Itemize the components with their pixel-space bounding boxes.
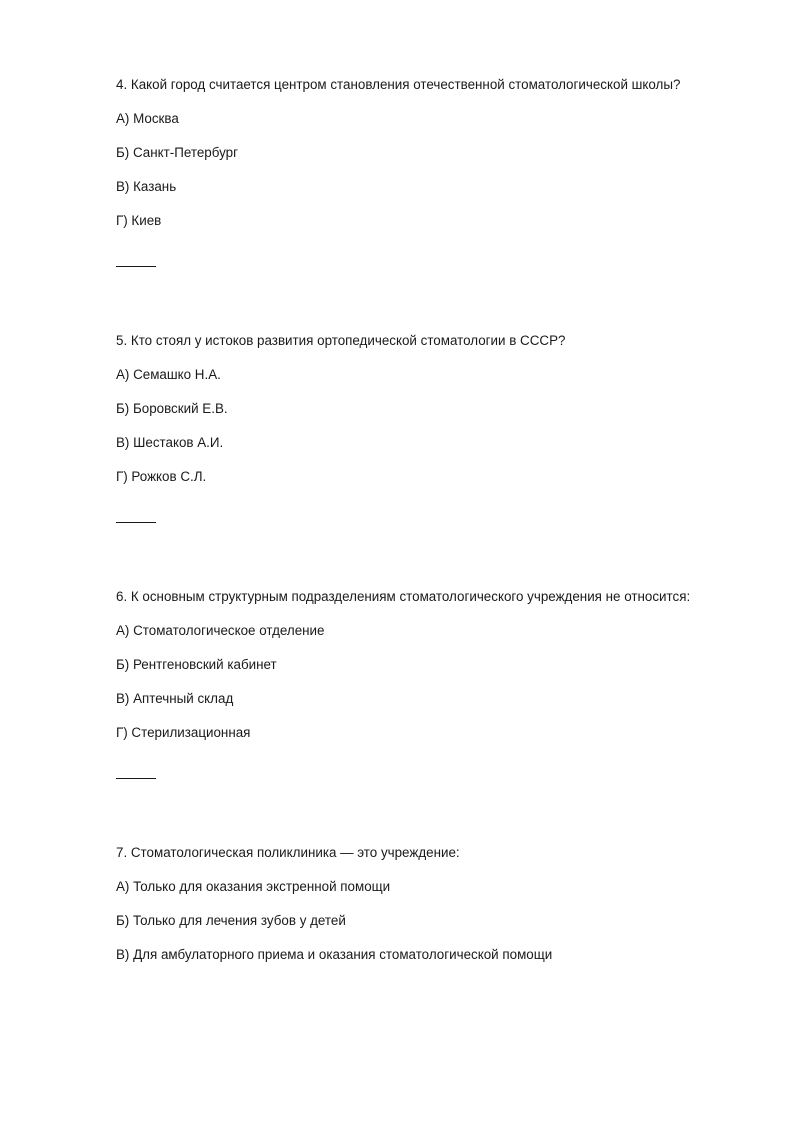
answer-option: В) Аптечный склад bbox=[116, 691, 234, 706]
question-title: 4. Какой город считается центром становления отечественной стоматологической школы? bbox=[116, 77, 681, 92]
answer-option: А) Москва bbox=[116, 111, 179, 126]
answer-option: Б) Рентгеновский кабинет bbox=[116, 657, 277, 672]
question-title: 7. Стоматологическая поликлиника — это учреждение: bbox=[116, 845, 460, 860]
answer-option: Г) Стерилизационная bbox=[116, 725, 251, 740]
question-4 bbox=[116, 76, 756, 230]
question-title: 5. Кто стоял у истоков развития ортопедической стоматологии в СССР? bbox=[116, 333, 566, 348]
answer-option: В) Для амбулаторного приема и оказания стоматологической помощи bbox=[116, 947, 553, 962]
document-page bbox=[116, 76, 756, 980]
answer-option: Б) Санкт-Петербург bbox=[116, 145, 238, 160]
answer-option: Б) Только для лечения зубов у детей bbox=[116, 913, 346, 928]
answer-option: Г) Рожков С.Л. bbox=[116, 469, 207, 484]
question-7 bbox=[116, 844, 756, 964]
answer-option: В) Казань bbox=[116, 179, 177, 194]
question-6 bbox=[116, 588, 756, 742]
answer-option: А) Семашко Н.А. bbox=[116, 367, 221, 382]
question-title: 6. К основным структурным подразделениям стоматологического учреждения не относится: bbox=[116, 589, 691, 604]
answer-option: В) Шестаков А.И. bbox=[116, 435, 224, 450]
answer-option: А) Стоматологическое отделение bbox=[116, 623, 325, 638]
answer-option: Г) Киев bbox=[116, 213, 162, 228]
answer-option: А) Только для оказания экстренной помощи bbox=[116, 879, 391, 894]
answer-option: Б) Боровский Е.В. bbox=[116, 401, 228, 416]
question-5 bbox=[116, 332, 756, 486]
